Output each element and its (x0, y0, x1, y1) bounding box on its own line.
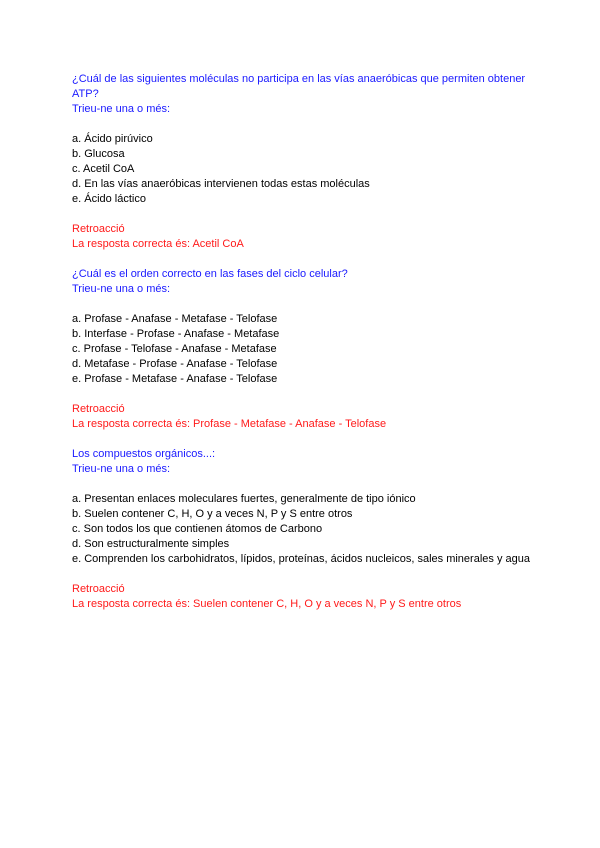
question-block-1 (72, 72, 532, 252)
question-text: ¿Cuál de las siguientes moléculas no participa en las vías anaeróbicas que permiten obtener ATP? (72, 73, 526, 100)
document-page (72, 72, 532, 627)
option-d: d. En las vías anaeróbicas intervienen todas estas moléculas (72, 178, 370, 190)
option-b: b. Glucosa (72, 148, 125, 160)
question-instruction: Trieu-ne una o més: (72, 283, 171, 295)
feedback-answer: La resposta correcta és: Profase - Metafase - Anafase - Telofase (72, 418, 387, 430)
question-text: Los compuestos orgánicos...: (72, 448, 216, 460)
feedback-answer: La resposta correcta és: Suelen contener C, H, O y a veces N, P y S entre otros (72, 598, 462, 610)
option-b: b. Interfase - Profase - Anafase - Metafase (72, 328, 280, 340)
option-c: c. Son todos los que contienen átomos de Carbono (72, 523, 323, 535)
option-a: a. Profase - Anafase - Metafase - Telofase (72, 313, 278, 325)
feedback-label: Retroacció (72, 583, 125, 595)
question-block-3 (72, 447, 532, 612)
options-list (72, 312, 532, 387)
option-e: e. Profase - Metafase - Anafase - Telofase (72, 373, 278, 385)
question-instruction: Trieu-ne una o més: (72, 463, 171, 475)
feedback-label: Retroacció (72, 403, 125, 415)
feedback-answer: La resposta correcta és: Acetil CoA (72, 238, 244, 250)
options-list (72, 492, 532, 567)
options-list (72, 132, 532, 207)
option-b: b. Suelen contener C, H, O y a veces N, P y S entre otros (72, 508, 353, 520)
feedback-label: Retroacció (72, 223, 125, 235)
option-d: d. Metafase - Profase - Anafase - Telofase (72, 358, 278, 370)
option-c: c. Profase - Telofase - Anafase - Metafase (72, 343, 277, 355)
option-a: a. Presentan enlaces moleculares fuertes, generalmente de tipo iónico (72, 493, 416, 505)
option-e: e. Ácido láctico (72, 193, 146, 205)
option-a: a. Ácido pirúvico (72, 133, 153, 145)
question-instruction: Trieu-ne una o més: (72, 103, 171, 115)
question-text: ¿Cuál es el orden correcto en las fases del ciclo celular? (72, 268, 348, 280)
option-d: d. Son estructuralmente simples (72, 538, 230, 550)
question-block-2 (72, 267, 532, 432)
option-c: c. Acetil CoA (72, 163, 135, 175)
option-e: e. Comprenden los carbohidratos, lípidos, proteínas, ácidos nucleicos, sales minerales y agua (72, 553, 530, 565)
